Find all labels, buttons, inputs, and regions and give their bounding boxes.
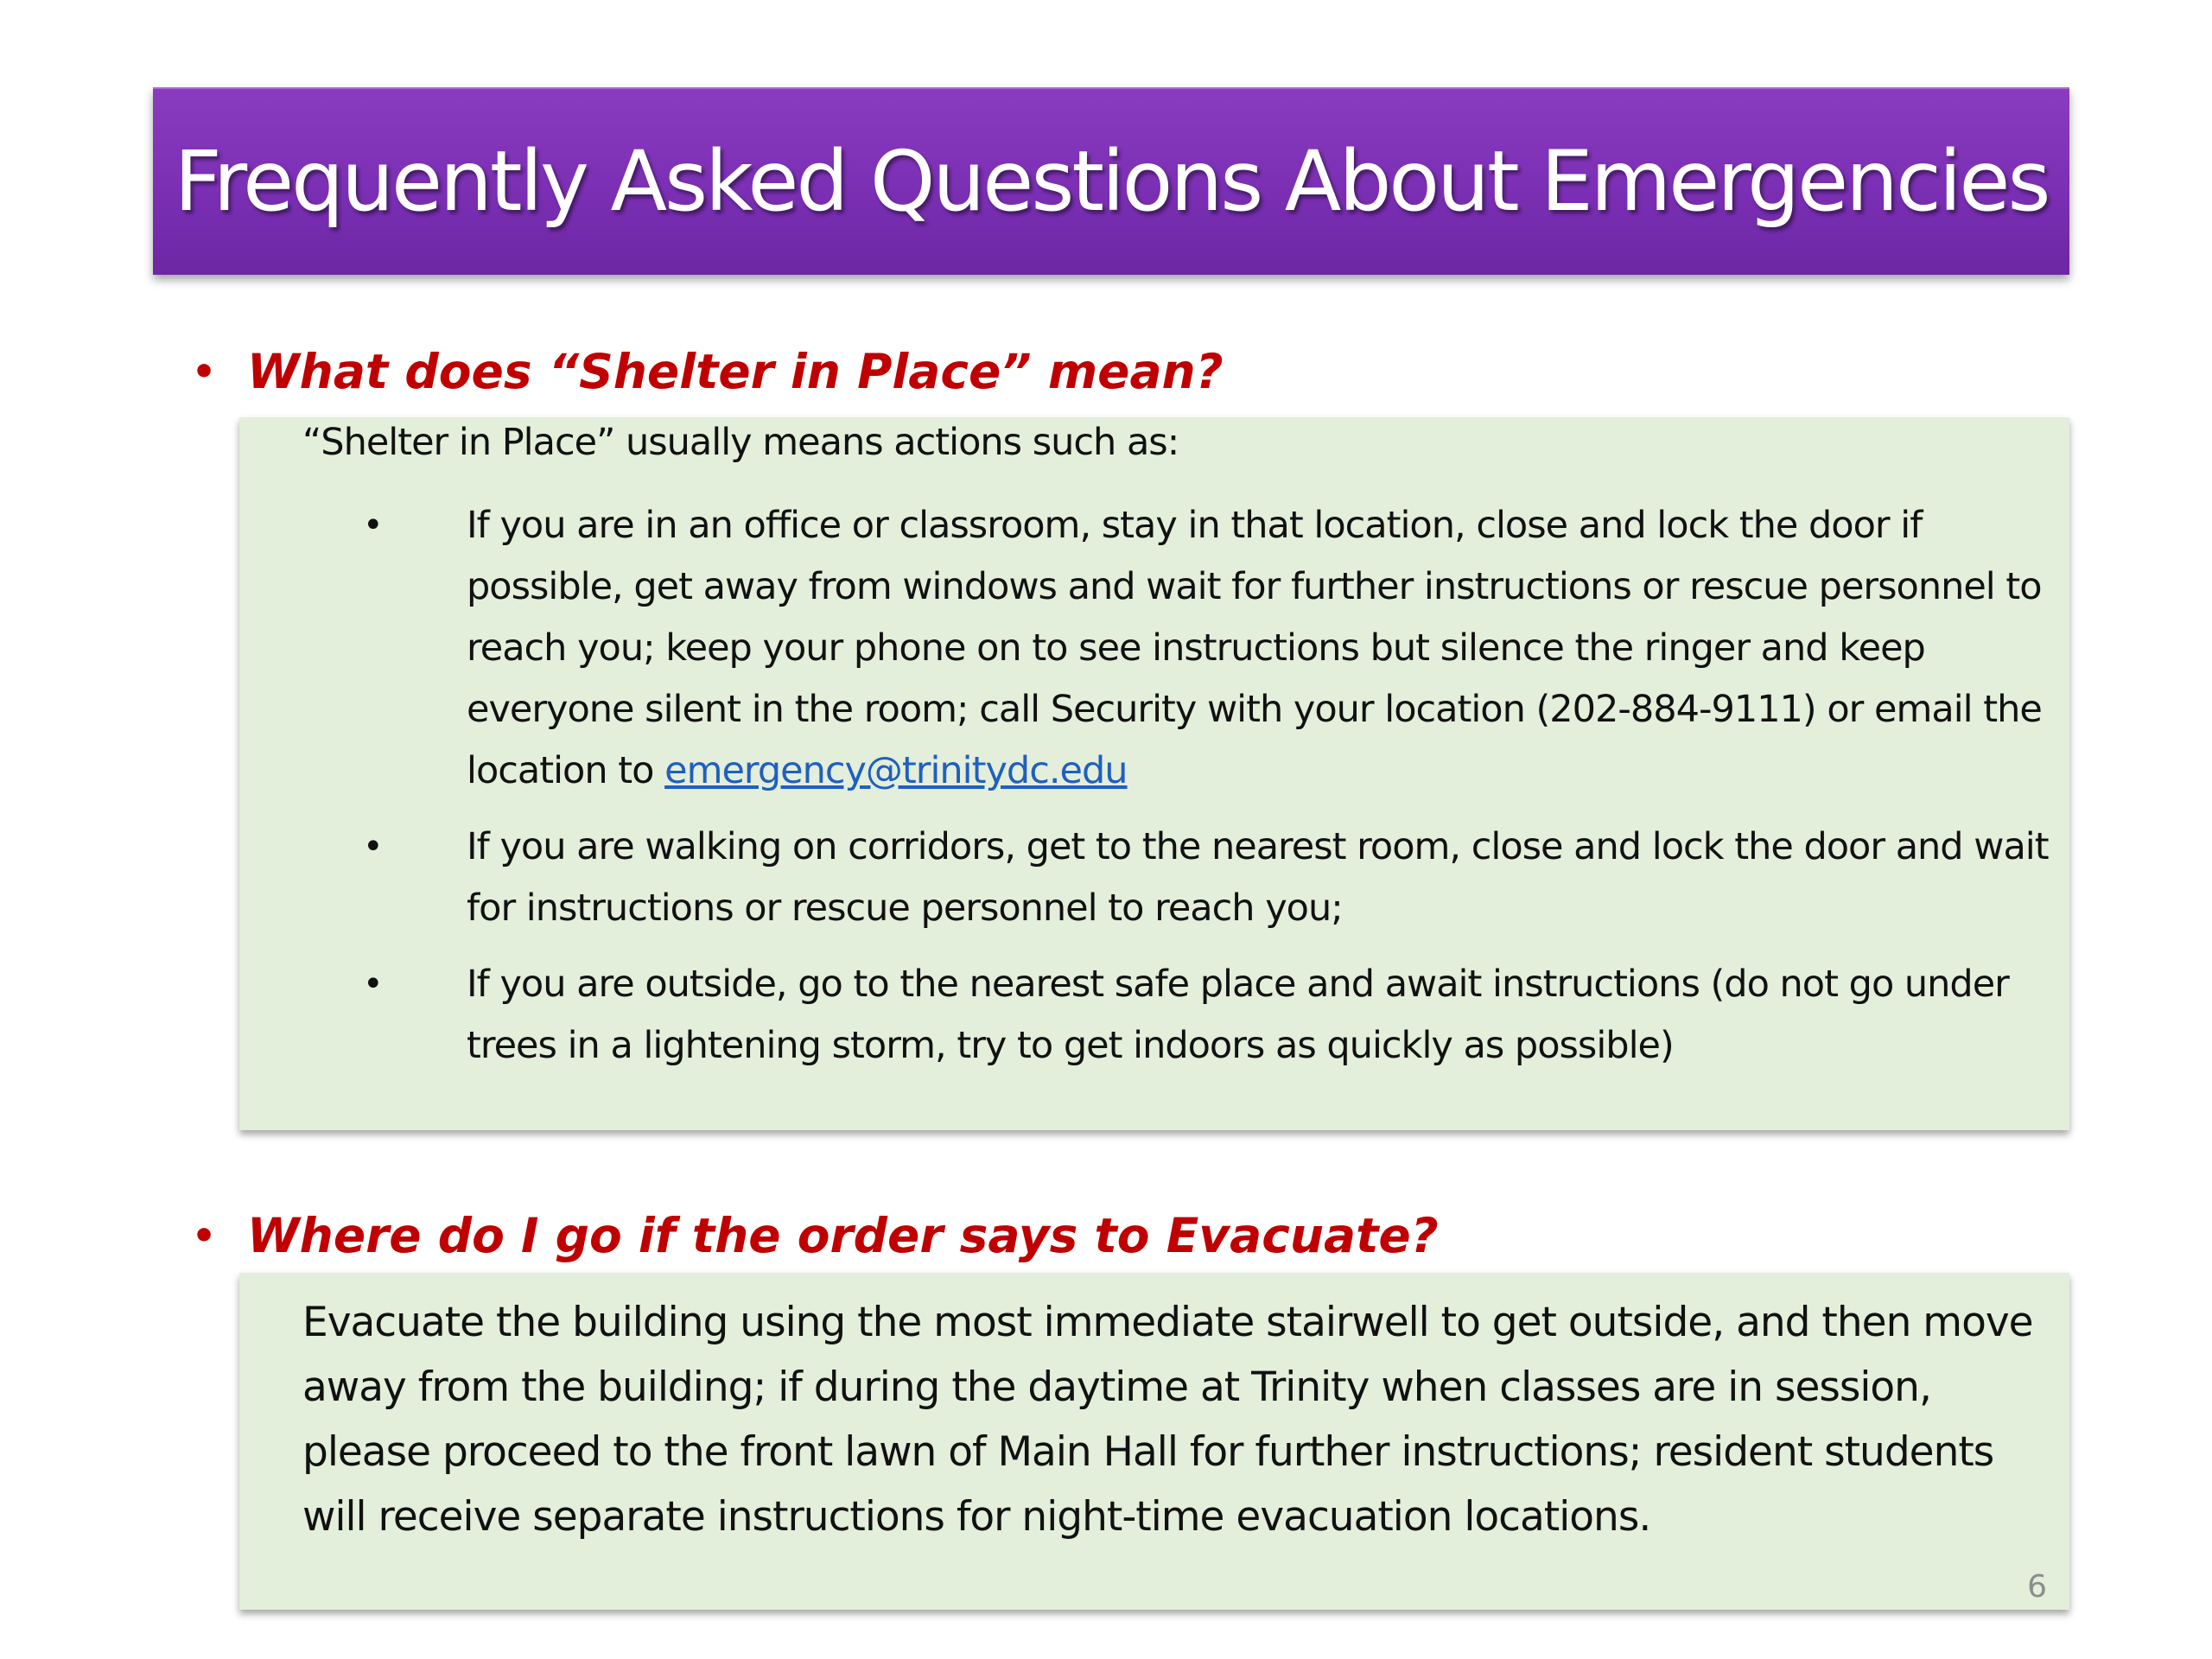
- action-list: [363, 495, 2056, 1091]
- bullet-icon: •: [363, 964, 383, 1004]
- title-banner: [153, 87, 2069, 275]
- bullet-icon: •: [363, 827, 383, 867]
- question-evacuate: [192, 1208, 1439, 1263]
- bullet-icon: •: [192, 1213, 217, 1258]
- answer-intro: “Shelter in Place” usually means actions such as:: [302, 421, 1179, 464]
- question-shelter-in-place: [192, 344, 1224, 399]
- page-number: 6: [2027, 1569, 2047, 1605]
- list-item-text: If you are walking on corridors, get to the nearest room, close and lock the door and wait for instructions or rescue personnel to reach you;: [467, 825, 2049, 930]
- bullet-icon: •: [363, 505, 383, 545]
- list-item: [363, 954, 2056, 1077]
- page-title: Frequently Asked Questions About Emergencies: [174, 132, 2049, 230]
- answer-box-shelter-in-place: [239, 417, 2069, 1130]
- answer-text: Evacuate the building using the most immediate stairwell to get outside, and then move away from the building; if during the daytime at Trinity when classes are in session, please proceed to the front lawn of Main Hall for further instructions; resident students will receive separate instructions for night-time evacuation locations.: [302, 1299, 2033, 1541]
- question-text: Where do I go if the order says to Evacuate?: [247, 1208, 1439, 1263]
- question-text: What does “Shelter in Place” mean?: [247, 344, 1224, 399]
- list-item: [363, 495, 2056, 802]
- list-item-text: If you are in an office or classroom, stay in that location, close and lock the door if possible, get away from windows and wait for further instructions or rescue personnel to reach you; keep your phone on to see instructions but silence the ringer and keep everyone silent in the room; call Security with your location (202-884-9111) or email the location to: [467, 504, 2042, 792]
- list-item: [363, 817, 2056, 939]
- list-item-text: If you are outside, go to the nearest safe place and await instructions (do not go under trees in a lightening storm, try to get indoors as quickly as possible): [467, 963, 2009, 1067]
- answer-box-evacuate: [239, 1273, 2069, 1610]
- email-link[interactable]: emergency@trinitydc.edu: [664, 749, 1128, 792]
- bullet-icon: •: [192, 349, 217, 394]
